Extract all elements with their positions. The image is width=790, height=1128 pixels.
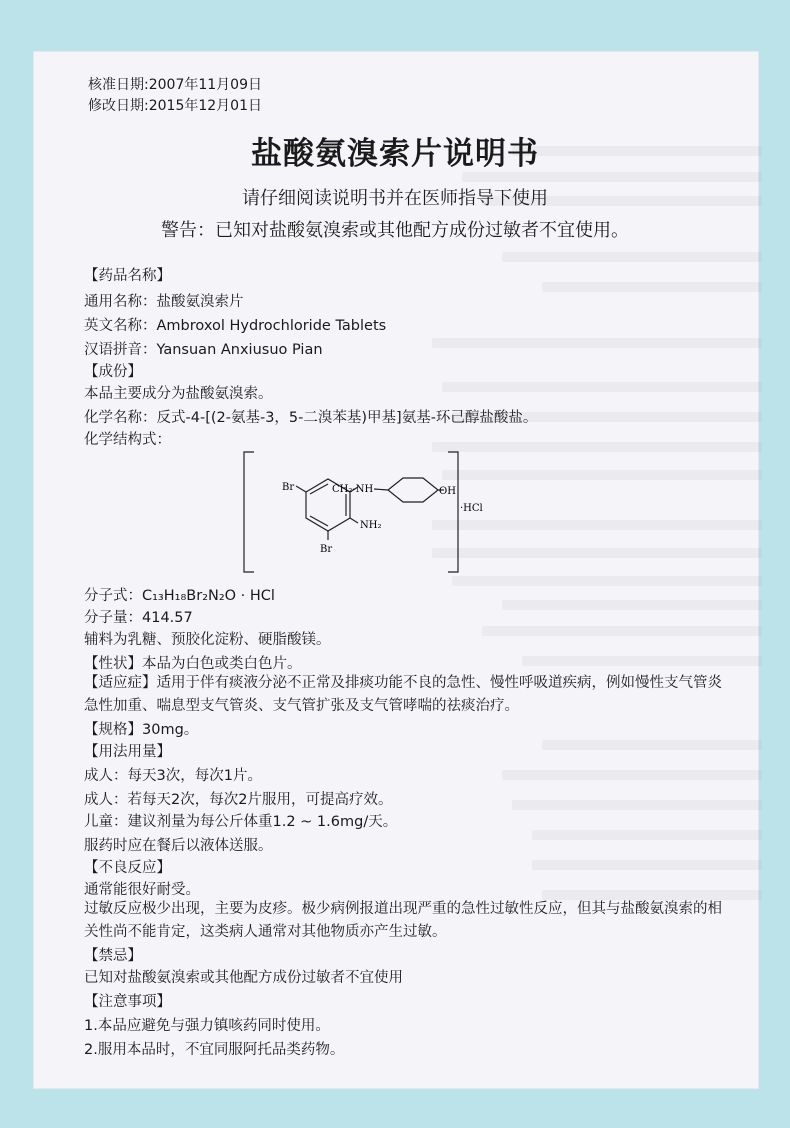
specification: 【规格】30mg。	[84, 722, 199, 738]
bromine-label-top: Br	[282, 482, 295, 493]
section-header-adverse: 【不良反应】	[84, 860, 171, 876]
molecular-weight: 分子量：414.57	[84, 610, 193, 626]
section-header-precautions: 【注意事项】	[84, 994, 171, 1010]
chemical-name: 化学名称：反式-4-[(2-氨基-3，5-二溴苯基)甲基]氨基-环己醇盐酸盐。	[84, 410, 538, 426]
dosage-adult-1: 成人：每天3次，每次1片。	[84, 768, 262, 784]
warning-statement: 警告：已知对盐酸氨溴索或其他配方成份过敏者不宜使用。	[161, 220, 629, 241]
subtitle: 请仔细阅读说明书并在医师指导下使用	[242, 188, 548, 209]
hcl-label: ·HCl	[460, 503, 483, 514]
amino-label: NH₂	[360, 520, 382, 531]
formula-value: C₁₃H₁₈Br₂N₂O · HCl	[142, 588, 275, 604]
chemical-structure	[240, 448, 490, 576]
section-header-contraindications: 【禁忌】	[84, 948, 142, 964]
dosage-adult-2: 成人：若每天2次，每次2片服用，可提高疗效。	[84, 792, 393, 808]
approval-date: 核准日期:2007年11月09日	[88, 77, 262, 93]
methylamino-label: CH₂-NH	[332, 484, 374, 495]
structure-label: 化学结构式：	[84, 432, 171, 448]
bromine-label-bottom: Br	[320, 544, 333, 555]
section-header-dosage: 【用法用量】	[84, 744, 171, 760]
molecular-formula	[84, 584, 275, 605]
precaution-item-2: 2.服用本品时，不宜同服阿托品类药物。	[84, 1042, 345, 1058]
english-name: 英文名称：Ambroxol Hydrochloride Tablets	[84, 318, 387, 334]
formula-label: 分子式：	[84, 588, 142, 604]
main-ingredient: 本品主要成分为盐酸氨溴索。	[84, 386, 273, 402]
section-header-composition: 【成份】	[84, 364, 142, 380]
revision-date: 修改日期:2015年12月01日	[88, 98, 262, 114]
indications: 【适应症】适用于伴有痰液分泌不正常及排痰功能不良的急性、慢性呼吸道疾病，例如慢性支气管炎急性加重、喘息型支气管炎、支气管扩张及支气管哮喘的祛痰治疗。	[84, 675, 722, 714]
dosage-timing: 服药时应在餐后以液体送服。	[84, 838, 273, 854]
excipients: 辅料为乳糖、预胶化淀粉、硬脂酸镁。	[84, 632, 331, 648]
adverse-p1: 通常能很好耐受。	[84, 882, 200, 898]
dosage-child: 儿童：建议剂量为每公斤体重1.2 ~ 1.6mg/天。	[84, 814, 398, 830]
hydroxyl-label: OH	[439, 486, 456, 497]
adverse-p2: 过敏反应极少出现，主要为皮疹。极少病例报道出现严重的急性过敏性反应，但其与盐酸氨溴索的相关性尚不能肯定，这类病人通常对其他物质亦产生过敏。	[84, 901, 722, 940]
document-title: 盐酸氨溴索片说明书	[251, 136, 539, 172]
character: 【性状】本品为白色或类白色片。	[84, 656, 302, 672]
generic-name: 通用名称：盐酸氨溴索片	[84, 294, 244, 310]
section-header-drug-name: 【药品名称】	[84, 268, 171, 284]
precaution-item-1: 1.本品应避免与强力镇咳药同时使用。	[84, 1018, 330, 1034]
pinyin-name: 汉语拼音：Yansuan Anxiusuo Pian	[84, 342, 323, 358]
contraindications-text: 已知对盐酸氨溴索或其他配方成份过敏者不宜使用	[84, 970, 403, 986]
